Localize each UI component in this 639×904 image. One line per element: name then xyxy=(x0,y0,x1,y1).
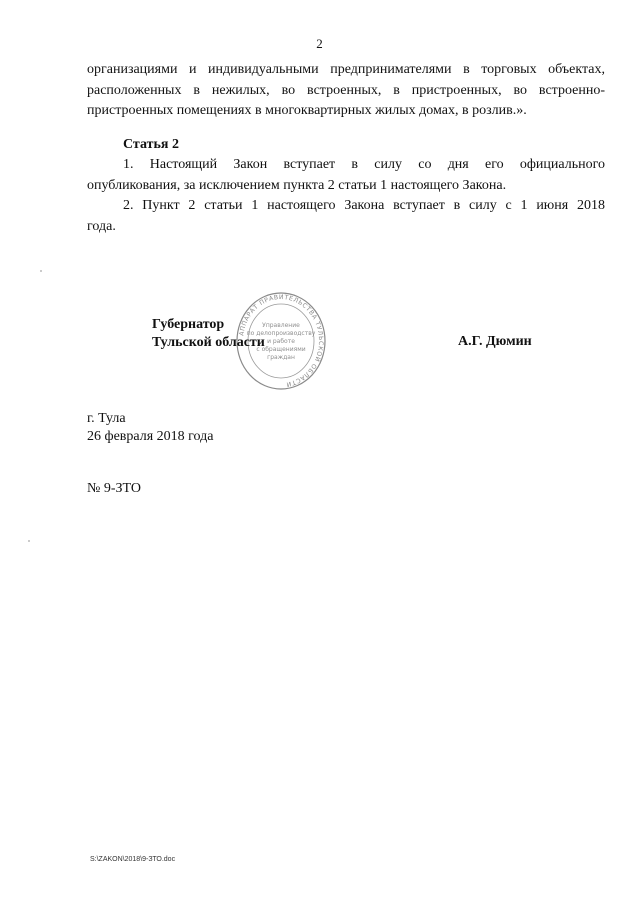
page-number: 2 xyxy=(316,36,323,51)
signature-title-line-1: Губернатор xyxy=(152,317,225,332)
continuation-line: организациями и индивидуальными предпринимателями в торговых объектах, xyxy=(87,62,605,77)
scan-speck xyxy=(28,540,30,542)
continuation-paragraph xyxy=(87,60,605,122)
continuation-line: пристроенных помещениях в многоквартирных жилых домах, в розлив.». xyxy=(87,103,527,118)
signature-title xyxy=(152,316,265,352)
item-1-line: опубликования, за исключением пункта 2 статьи 1 настоящего Закона. xyxy=(87,177,507,193)
item-1-line: 1. Настоящий Закон вступает в силу со дня его официального xyxy=(123,157,605,172)
place-and-date xyxy=(87,410,214,446)
signing-date: 26 февраля 2018 года xyxy=(87,429,214,444)
article-2-item-1 xyxy=(87,155,605,196)
seal-outer-text: АППАРАТ ПРАВИТЕЛЬСТВА ТУЛЬСКОЙ ОБЛАСТИ xyxy=(238,293,325,388)
seal-inner-line: Управление xyxy=(262,322,300,329)
seal-inner-line: и работе xyxy=(267,338,295,345)
item-2-line: года. xyxy=(87,218,116,234)
seal-inner-line: граждан xyxy=(267,354,295,361)
city: г. Тула xyxy=(87,411,126,426)
seal-inner-line: с обращениями xyxy=(256,346,306,353)
scan-speck xyxy=(40,270,42,272)
article-2-item-2 xyxy=(87,196,605,237)
item-2-line: 2. Пункт 2 статьи 1 настоящего Закона вступает в силу с 1 июня 2018 xyxy=(123,198,605,213)
article-2-heading: Статья 2 xyxy=(123,137,179,152)
signature-title-line-2: Тульской области xyxy=(152,335,265,350)
seal-inner-line: по делопроизводству xyxy=(246,330,316,337)
document-number: № 9-ЗТО xyxy=(87,481,142,496)
file-path-footer: S:\ZAKON\2018\9-ЗТО.doc xyxy=(90,856,176,863)
continuation-line: расположенных в нежилых, во встроенных, в пристроенных, во встроенно- xyxy=(87,82,605,98)
signatory-name: А.Г. Дюмин xyxy=(458,334,532,349)
